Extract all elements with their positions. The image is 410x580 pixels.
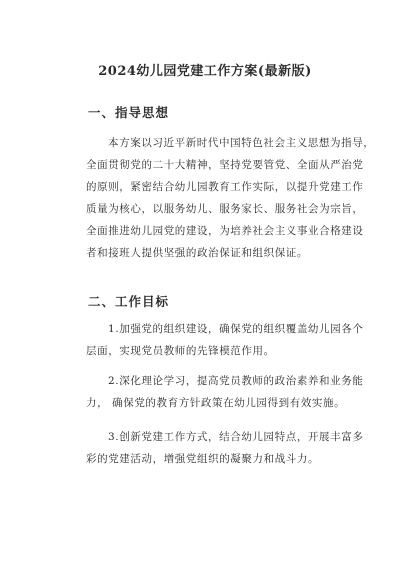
- section-heading-guiding-ideology: 一、指导思想: [88, 105, 170, 120]
- paragraph-line: 本方案以习近平新时代中国特色社会主义思想为指导，: [108, 137, 375, 149]
- document-title: 2024幼儿园党建工作方案(最新版): [98, 64, 312, 79]
- work-goal-item-1: [86, 318, 364, 362]
- paragraph-line: 1.加强党的组织建设，确保党的组织覆盖幼儿园各个: [108, 323, 364, 335]
- paragraph-line: 2.深化理论学习，提高党员教师的政治素养和业务能: [108, 375, 364, 387]
- paragraph-line: 3.创新党建工作方式，结合幼儿园特点，开展丰富多: [108, 431, 364, 443]
- paragraph-line: 全面推进幼儿园党的建设，为培养社会主义事业合格建设: [86, 225, 364, 237]
- paragraph-line: 者和接班人提供坚强的政治保证和组织保证。: [86, 247, 308, 259]
- paragraph-line: 的原则，紧密结合幼儿园教育工作实际，以提升党建工作: [86, 181, 364, 193]
- paragraph-line: 力， 确保党的教育方针政策在幼儿园得到有效实施。: [86, 397, 346, 409]
- paragraph-line: 质量为核心，以服务幼儿、服务家长、服务社会为宗旨，: [86, 203, 364, 215]
- work-goal-item-3: [86, 426, 364, 470]
- guiding-ideology-paragraph: [86, 132, 375, 264]
- paragraph-line: 彩的党建活动，增强党组织的凝聚力和战斗力。: [86, 453, 320, 465]
- paragraph-line: 全面贯彻党的二十大精神，坚持党要管党、全面从严治党: [86, 159, 364, 171]
- work-goal-item-2: [86, 370, 364, 414]
- section-heading-work-goals: 二、工作目标: [88, 294, 170, 309]
- paragraph-line: 层面，实现党员教师的先锋模范作用。: [86, 345, 275, 357]
